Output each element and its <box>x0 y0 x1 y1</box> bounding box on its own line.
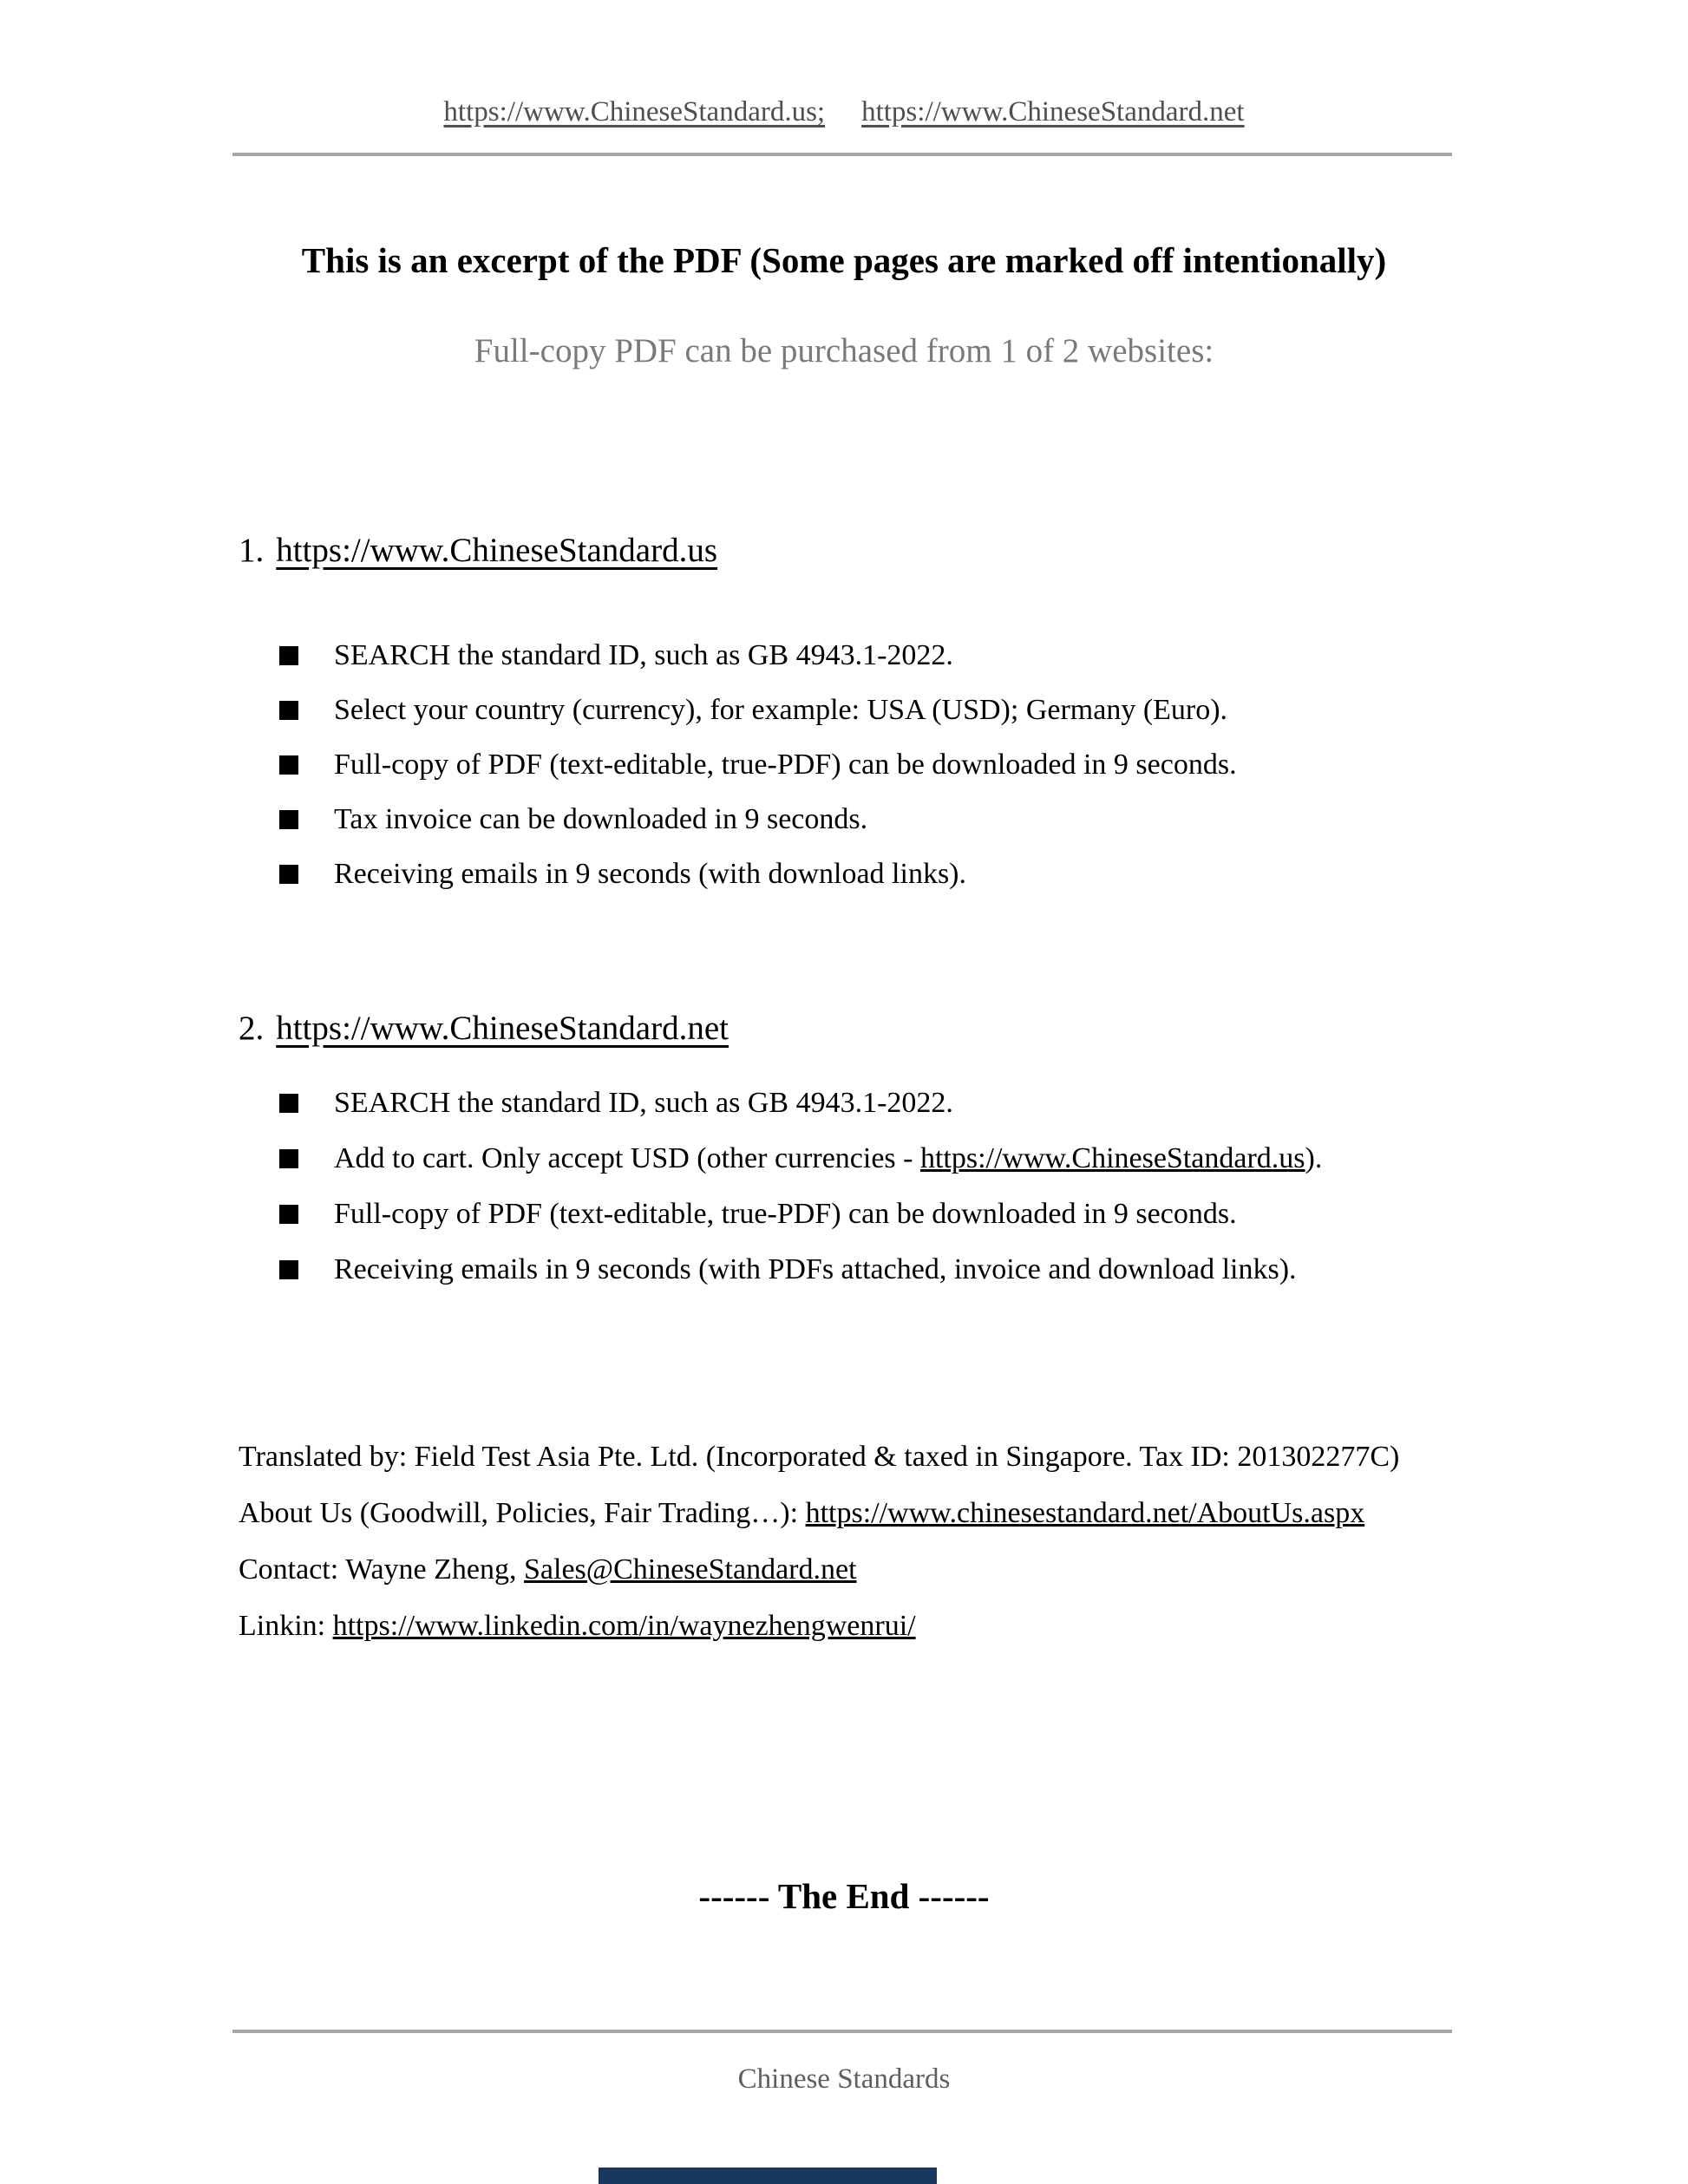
header-link-chinesestandard-us[interactable]: https://www.ChineseStandard.us; <box>443 96 826 128</box>
translated-by-line: Translated by: Field Test Asia Pte. Ltd. (Incorporated & taxed in Singapore. Tax ID: 201302277C) <box>239 1441 1400 1473</box>
header <box>0 95 1688 130</box>
list-item <box>279 693 1227 729</box>
top-divider <box>232 153 1452 156</box>
list-item <box>279 802 867 838</box>
list-item <box>279 857 966 893</box>
section-1-heading <box>239 531 717 572</box>
square-bullet-icon <box>279 1205 298 1224</box>
bullet-text: SEARCH the standard ID, such as GB 4943.1-2022. <box>334 1087 953 1119</box>
list-item <box>279 1141 1322 1177</box>
square-bullet-icon <box>279 865 298 884</box>
linkedin-link[interactable]: https://www.linkedin.com/in/waynezhengwenrui/ <box>332 1610 916 1642</box>
square-bullet-icon <box>279 755 298 775</box>
list-item <box>279 1252 1297 1288</box>
list-item <box>279 638 953 674</box>
list-item <box>279 1086 953 1121</box>
sales-email-link[interactable]: Sales@ChineseStandard.net <box>524 1553 857 1586</box>
bullet-text: Add to cart. Only accept USD (other currencies - https://www.ChineseStandard.us). <box>334 1142 1323 1174</box>
bullet-text: Full-copy of PDF (text-editable, true-PDF) can be downloaded in 9 seconds. <box>334 749 1237 781</box>
about-us-line: About Us (Goodwill, Policies, Fair Trading…): https://www.chinesestandard.net/AboutUs.aspx <box>239 1497 1365 1529</box>
about-us-link[interactable]: https://www.chinesestandard.net/AboutUs.aspx <box>805 1497 1365 1529</box>
section-2-link[interactable]: https://www.ChineseStandard.net <box>276 1010 729 1047</box>
end-marker: ------ The End ------ <box>698 1876 990 1916</box>
bullet-text: SEARCH the standard ID, such as GB 4943.1-2022. <box>334 639 953 671</box>
list-item <box>279 748 1237 783</box>
section-2-heading <box>239 1009 729 1049</box>
bullet-text: Select your country (currency), for example: USA (USD); Germany (Euro). <box>334 694 1228 726</box>
page-title: This is an excerpt of the PDF (Some pages are marked off intentionally) <box>301 240 1387 280</box>
footer-text: Chinese Standards <box>737 2063 951 2095</box>
bullet-text: Tax invoice can be downloaded in 9 seconds. <box>334 803 868 835</box>
header-link-chinesestandard-net[interactable]: https://www.ChineseStandard.net <box>861 96 1245 128</box>
bullet-text: Receiving emails in 9 seconds (with download links). <box>334 858 966 890</box>
square-bullet-icon <box>279 810 298 829</box>
square-bullet-icon <box>279 646 298 665</box>
contact-line: Contact: Wayne Zheng, Sales@ChineseStandard.net <box>239 1553 857 1586</box>
bottom-accent-bar <box>599 2168 937 2184</box>
square-bullet-icon <box>279 1149 298 1168</box>
square-bullet-icon <box>279 1260 298 1279</box>
section-2-number: 2. <box>239 1010 265 1047</box>
chinesestandard-us-inline-link[interactable]: https://www.ChineseStandard.us <box>919 1142 1305 1174</box>
square-bullet-icon <box>279 701 298 720</box>
bottom-divider <box>232 2030 1452 2033</box>
linkedin-line: Linkin: https://www.linkedin.com/in/waynezhengwenrui/ <box>239 1610 916 1642</box>
bullet-text: Receiving emails in 9 seconds (with PDFs attached, invoice and download links). <box>334 1253 1297 1285</box>
page-subtitle: Full-copy PDF can be purchased from 1 of 2 websites: <box>474 332 1214 369</box>
section-1-link[interactable]: https://www.ChineseStandard.us <box>276 532 718 569</box>
section-1-number: 1. <box>239 532 265 569</box>
square-bullet-icon <box>279 1094 298 1113</box>
list-item <box>279 1197 1237 1233</box>
bullet-text: Full-copy of PDF (text-editable, true-PDF) can be downloaded in 9 seconds. <box>334 1198 1237 1230</box>
